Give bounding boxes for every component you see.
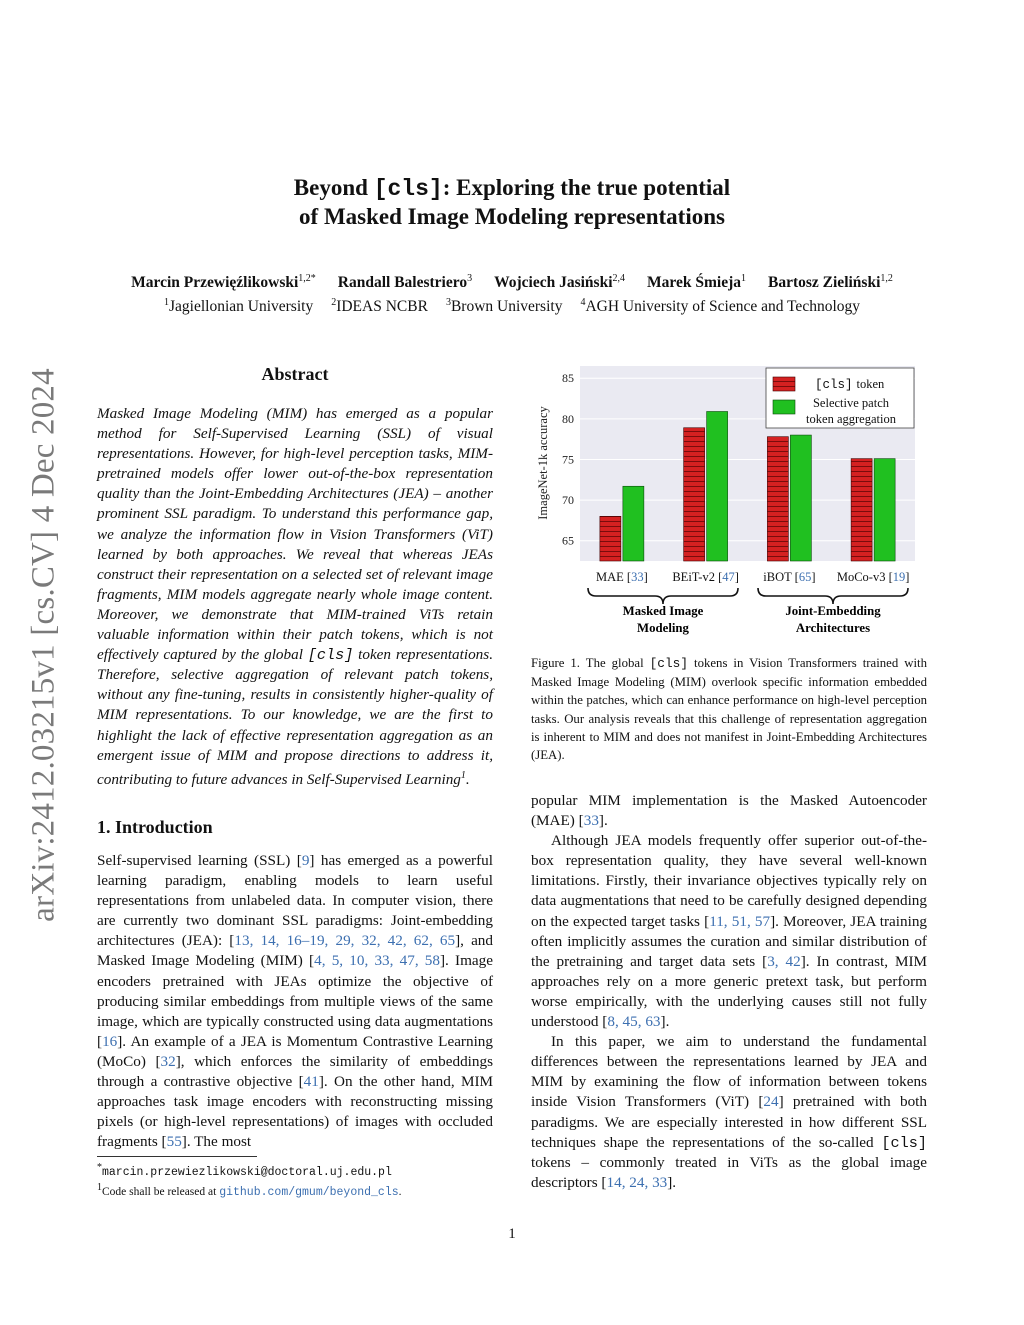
github-link[interactable]: github.com/gmum/beyond_cls: [219, 1185, 399, 1199]
legend-label-cls: [cls] token: [815, 377, 885, 392]
footnotes: [97, 1160, 497, 1200]
author: Wojciech Jasiński$^{2,4}$: [494, 273, 626, 292]
citation-link[interactable]: 32: [160, 1052, 176, 1070]
affiliation: $^2$IDEAS NCBR: [331, 297, 428, 316]
paragraph: popular MIM implementation is the Masked Autoencoder (MAE) [33].: [531, 792, 927, 830]
chart-legend: [766, 368, 914, 428]
bar-selective-MAE: [623, 486, 644, 561]
citation-link[interactable]: 41: [303, 1073, 319, 1091]
y-tick-label: 85: [562, 371, 574, 386]
arxiv-side-label: [14, 355, 74, 935]
title-text: Beyond: [293, 175, 374, 200]
x-tick-label: MoCo-v3 [19]: [836, 570, 910, 584]
citation-link[interactable]: 4, 5, 10, 33, 47, 58: [314, 952, 440, 970]
legend-swatch-selective: [773, 400, 795, 414]
y-tick-label: 70: [562, 493, 574, 508]
abstract-body: Masked Image Modeling (MIM) has emerged as a popular method for Self-Supervised Learning (SSL) of visual representations. However, for high-level perception tasks, MIM-pretrained models offer lower out-of-the-box representation quality than the Joint-Embedding Architectures (JEA) – another prominent SSL paradigm. To understand this performance gap, we analyze the information flow in Vision Transformers (ViT) learned by both approaches. We reveal that whereas JEAs construct their representation on a selected set of relevant image fragments, MIM models aggregate nearly whole image content. Moreover, we demonstrate that MIM-trained ViTs retain valuable information within their patch tokens, which is not effectively captured by the global [cls] token representations. Therefore, selective aggregation of relevant patch tokens, without any fine-tuning, results in consistently higher-quality of MIM representations. To our knowledge, we are the first to highlight the lack of effective representation aggregation as an emergent issue of MIM and propose directions to address it, contributing to future advances in Self-Supervised Learning$^1$.: [97, 405, 493, 788]
citation-link[interactable]: 16: [102, 1032, 118, 1050]
affiliation: $^4$AGH University of Science and Technology: [580, 297, 861, 316]
affiliation: $^1$Jagiellonian University: [163, 297, 314, 316]
citation-link[interactable]: 9: [301, 852, 310, 869]
bar-cls-iBOT: [767, 437, 788, 561]
x-tick-label: iBOT [65]: [763, 570, 816, 584]
citation-link[interactable]: 33: [583, 812, 599, 830]
figure-1-bar-chart: [530, 362, 930, 642]
author: Randall Balestriero$^3$: [337, 273, 473, 292]
abstract-heading: Abstract: [261, 364, 329, 384]
citation-link[interactable]: 24: [763, 1093, 779, 1111]
title-text-post: : Exploring the true potential: [442, 175, 731, 200]
footnote-email: *marcin.przewiezlikowski@doctoral.uj.edu.pl: [97, 1162, 392, 1179]
x-tick-label: BEiT-v2 [47]: [672, 570, 739, 584]
group-label-mim-1: Masked Image: [622, 604, 704, 618]
bar-cls-BEiT-v2: [684, 428, 705, 561]
legend-label-selective-1: Selective patch: [812, 396, 890, 410]
footnote-rule: [97, 1156, 257, 1157]
arxiv-id-text: arXiv:2412.03215v1 [cs.CV] 4 Dec 2024: [25, 368, 62, 922]
citation-link[interactable]: 55: [166, 1133, 182, 1151]
citation-link[interactable]: 13, 14, 16–19, 29, 32, 42, 62, 65: [234, 932, 456, 950]
bar-selective-MoCo-v3: [874, 459, 895, 561]
author: Marek Śmieja$^1$: [647, 273, 746, 292]
group-label-jea-2: Architectures: [795, 621, 871, 635]
y-tick-label: 75: [562, 452, 574, 467]
bar-cls-MAE: [600, 516, 621, 561]
author-list: [0, 273, 1024, 292]
footnote-code: $^1$Code shall be released at github.com/gmum/beyond_cls.: [97, 1181, 402, 1199]
title-code: [cls]: [373, 176, 443, 202]
paper-title-line-1: [0, 175, 1024, 202]
citation-link[interactable]: 14, 24, 33: [606, 1173, 668, 1191]
paper-title-line-2: of Masked Image Modeling representations: [299, 204, 725, 229]
author: Marcin Przewięźlikowski$^{1,2*}$: [131, 273, 316, 292]
citation-link[interactable]: 11, 51, 57: [709, 912, 771, 930]
y-tick-label: 65: [562, 533, 574, 548]
group-label-mim-2: Modeling: [637, 621, 689, 635]
brace-mim: [588, 588, 738, 604]
introduction-body: Self-supervised learning (SSL) [9] has emerged as a powerful learning paradigm, enabling models to learn useful representations from unlabeled data. In computer vision, there are currently two dominant SSL paradigms: Joint-embedding architectures (JEA): [13, 14, 16–19, 29, 32, 42, 62, 65], and Masked Image Modeling (MIM) [4, 5, 10, 33, 47, 58]. Image encoders pretrained with JEAs optimize the objective of producing similar embeddings from multiple views of the same image, which are typically constructed using data augmentations [16]. An example of a JEA is Momentum Contrastive Learning (MoCo) [32], which enforces the similarity of embeddings through a contrastive objective [41]. On the other hand, MIM approaches task image encoders with reconstructing missing pixels (or high-level representations) of images with occluded fragments [55]. The most: [97, 852, 494, 1151]
paragraph: Although JEA models frequently offer superior out-of-the-box representation quality, they have several well-known limitations. Firstly, their invariance objectives typically rely on data augmentations that need to be carefully designed depending on the expected target tasks [11, 51, 57]. Moreover, JEA training often implicitly assumes the curation and similar distribution of the pretraining and target data sets [3, 42]. In contrast, MIM approaches rely on a more generic pretext task, but perform worse empirically, with the underlying causes still not fully understood [8, 45, 63].: [531, 832, 928, 1031]
footnote-marker: 1: [460, 769, 466, 781]
legend-label-selective-2: token aggregation: [806, 412, 896, 426]
citation-link[interactable]: 8, 45, 63: [607, 1013, 661, 1031]
bar-selective-BEiT-v2: [707, 412, 728, 562]
affiliation-list: [0, 297, 1024, 316]
affiliation: $^3$Brown University: [445, 297, 563, 316]
bar-cls-MoCo-v3: [851, 459, 872, 561]
y-axis-label: ImageNet-1k accuracy: [536, 406, 550, 520]
y-tick-label: 80: [562, 411, 574, 426]
brace-jea: [758, 588, 908, 604]
group-label-jea-1: Joint-Embedding: [785, 604, 881, 618]
author: Bartosz Zieliński$^{1,2}$: [768, 273, 893, 292]
section-heading-introduction: 1. Introduction: [97, 817, 213, 837]
legend-swatch-cls: [773, 377, 795, 391]
paragraph: In this paper, we aim to understand the fundamental differences between the representations learned by JEA and MIM by examining the flow of information between tokens inside Vision Transformers (ViT) [24] pretrained with both paradigms. We are especially interested in how different SSL techniques shape the representations of the so-called [cls] tokens – commonly treated in ViTs as the global image descriptors [14, 24, 33].: [531, 1033, 927, 1191]
citation-link[interactable]: 3, 42: [767, 952, 801, 970]
right-column-body: [531, 791, 927, 1193]
bar-selective-iBOT: [790, 435, 811, 561]
figure-1-caption: Figure 1. The global [cls] tokens in Vision Transformers trained with Masked Image Modeling (MIM) overlook specific information embedded within the patches, which can enhance performance on high-level perception tasks. Our analysis reveals that this challenge of representation aggregation is inherent to MIM and does not manifest in Joint-Embedding Architectures (JEA).: [531, 656, 927, 763]
x-tick-label: MAE [33]: [596, 570, 648, 584]
page-number: 1: [508, 1226, 516, 1242]
